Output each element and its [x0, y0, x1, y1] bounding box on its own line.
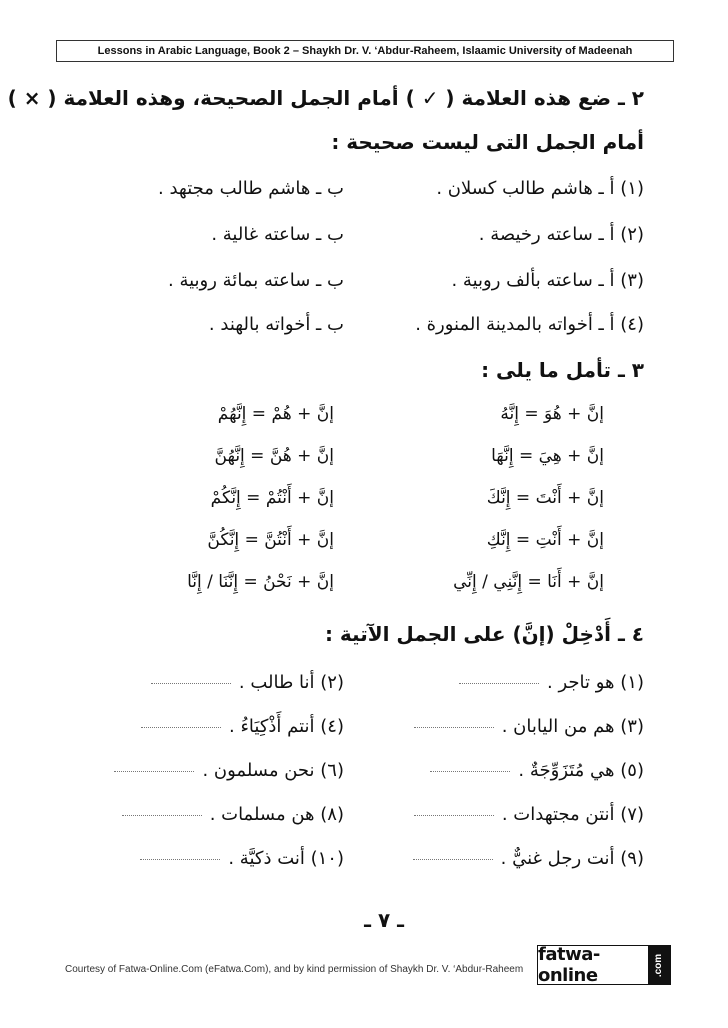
ex4-row-1-right: [459, 672, 644, 693]
answer-blank: [414, 815, 494, 816]
answer-blank: [413, 859, 493, 860]
answer-blank: [414, 727, 494, 728]
ex3-row-5-right: إنَّ + أَنَا = إِنَّنِي / إِنِّي: [453, 572, 604, 592]
ex4-sentence-4: (٤) أنتم أَذْكِيَاءُ .: [229, 716, 344, 737]
ex2-row-2-a: (٢) أ ـ ساعته رخيصة .: [478, 224, 644, 245]
ex3-row-2-left: إنَّ + هُنَّ = إِنَّهُنَّ: [214, 446, 334, 466]
ex2-row-4-b: ب ـ أخواته بالهند .: [208, 314, 344, 335]
ex4-row-2-left: [141, 716, 344, 737]
ex2-row-1-b: ب ـ هاشم طالب مجتهد .: [158, 178, 344, 199]
footer-credit: Courtesy of Fatwa-Online.Com (eFatwa.Com), and by kind permission of Shaykh Dr. V. ‘Abdur-Raheem: [65, 964, 524, 975]
ex4-sentence-9: (٩) أنت رجل غنيٌّ .: [500, 848, 644, 869]
ex4-sentence-1: (١) هو تاجر .: [547, 672, 644, 693]
exercise-3-heading: ٣ ـ تأمل ما يلى :: [481, 358, 644, 382]
page-number: ـ ٧ ـ: [364, 908, 404, 932]
ex4-sentence-5: (٥) هي مُتَزَوِّجَةٌ .: [518, 760, 644, 781]
ex4-sentence-10: (١٠) أنت ذكيَّة .: [228, 848, 344, 869]
ex3-row-2-right: إنَّ + هِيَ = إِنَّهَا: [491, 446, 604, 466]
ex4-row-3-left: [114, 760, 344, 781]
ex3-row-3-left: إنَّ + أَنْتُمْ = إِنَّكُمْ: [210, 488, 334, 508]
page-header: [56, 40, 674, 62]
ex4-sentence-3: (٣) هم من اليابان .: [501, 716, 644, 737]
ex2-row-1-a: (١) أ ـ هاشم طالب كسلان .: [436, 178, 644, 199]
ex3-row-4-right: إنَّ + أَنْتِ = إِنَّكِ: [486, 530, 604, 550]
ex4-row-3-right: [430, 760, 644, 781]
logo-com-label: .com: [653, 953, 665, 977]
ex2-row-2-b: ب ـ ساعته غالية .: [211, 224, 344, 245]
ex2-row-3-a: (٣) أ ـ ساعته بألف روبية .: [451, 270, 644, 291]
answer-blank: [122, 815, 202, 816]
answer-blank: [140, 859, 220, 860]
ex3-row-3-right: إنَّ + أَنْتَ = إِنَّكَ: [486, 488, 604, 508]
exercise-4-heading: ٤ ـ أَدْخِلْ (إنَّ) على الجمل الآتية :: [324, 622, 644, 646]
ex4-sentence-7: (٧) أنتن مجتهدات .: [501, 804, 644, 825]
ex4-row-4-left: [122, 804, 344, 825]
ex4-row-1-left: [151, 672, 344, 693]
ex4-row-4-right: [414, 804, 644, 825]
ex4-row-5-right: [413, 848, 644, 869]
logo-text: fatwa-online: [538, 946, 648, 984]
ex3-row-5-left: إنَّ + نَحْنُ = إِنَّنَا / إِنَّا: [187, 572, 334, 592]
ex2-row-3-b: ب ـ ساعته بمائة روبية .: [168, 270, 344, 291]
exercise-2-heading-cont: أمام الجمل التى ليست صحيحة :: [331, 130, 644, 154]
ex4-row-5-left: [140, 848, 344, 869]
answer-blank: [141, 727, 221, 728]
answer-blank: [430, 771, 510, 772]
header-title: Lessons in Arabic Language, Book 2 – Shaykh Dr. V. ‘Abdur-Raheem, Islaamic University of Madeenah: [97, 45, 633, 57]
ex4-sentence-6: (٦) نحن مسلمون .: [202, 760, 344, 781]
answer-blank: [151, 683, 231, 684]
page-content: [7, 62, 674, 976]
ex4-sentence-2: (٢) أنا طالب .: [238, 672, 344, 693]
answer-blank: [459, 683, 539, 684]
answer-blank: [114, 771, 194, 772]
ex4-sentence-8: (٨) هن مسلمات .: [209, 804, 344, 825]
ex3-row-4-left: إنَّ + أَنْتُنَّ = إِنَّكُنَّ: [207, 530, 334, 550]
ex3-row-1-right: إنَّ + هُوَ = إِنَّهُ: [500, 404, 604, 424]
exercise-2-heading: ٢ ـ ضع هذه العلامة ( ✓ ) أمام الجمل الصحيحة، وهذه العلامة ( × ): [7, 86, 644, 110]
ex4-row-2-right: [414, 716, 644, 737]
ex3-row-1-left: إنَّ + هُمْ = إِنَّهُمْ: [217, 404, 334, 424]
fatwa-online-logo[interactable]: [537, 945, 671, 985]
logo-com-tag: [648, 946, 670, 984]
ex2-row-4-a: (٤) أ ـ أخواته بالمدينة المنورة .: [415, 314, 644, 335]
